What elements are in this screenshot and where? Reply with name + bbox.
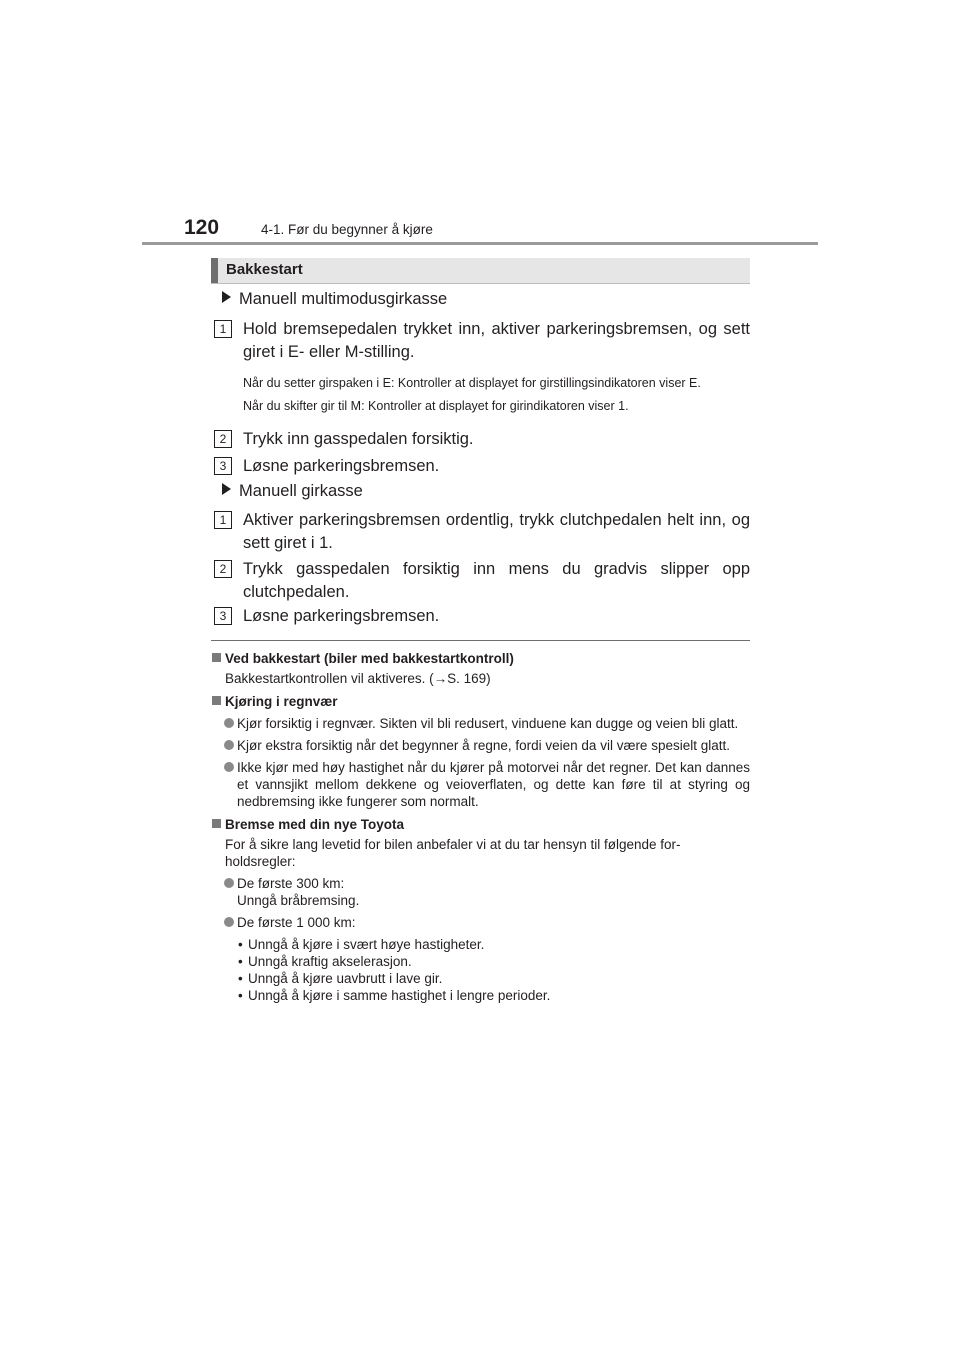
bullet-item: Kjør ekstra forsiktig når det begynner å regne, fordi veien da vil være spesielt glatt. bbox=[212, 737, 750, 754]
sub-bullet-item: • Unngå å kjøre uavbrutt i lave gir. bbox=[238, 971, 443, 986]
circle-bullet-icon bbox=[224, 762, 234, 772]
step-note: Når du skifter gir til M: Kontroller at displayet for girindikatoren viser 1. bbox=[243, 399, 629, 413]
step-text: Trykk inn gasspedalen forsiktig. bbox=[243, 430, 474, 448]
square-bullet-icon bbox=[212, 696, 221, 705]
info-text: Bakkestartkontrollen vil aktiveres. (→S. 169) bbox=[225, 671, 491, 686]
step-number-box: 1 bbox=[214, 320, 232, 338]
step-number-box: 2 bbox=[214, 430, 232, 448]
circle-bullet-icon bbox=[224, 718, 234, 728]
step-text: Aktiver parkeringsbremsen ordentlig, trykk clutchpedalen helt inn, og sett giret i 1. bbox=[243, 511, 750, 552]
arrow-right-icon bbox=[222, 291, 231, 303]
arrow-right-icon bbox=[222, 483, 231, 495]
bullet-item: De første 1 000 km: bbox=[212, 914, 750, 931]
info-heading: Kjøring i regnvær bbox=[212, 693, 750, 710]
step-number-box: 2 bbox=[214, 560, 232, 578]
info-heading: Ved bakkestart (biler med bakkestartkontroll) bbox=[212, 650, 750, 667]
info-heading: Bremse med din nye Toyota bbox=[212, 816, 750, 833]
subheading-manual: Manuell girkasse bbox=[222, 482, 363, 501]
step-text: Trykk gasspedalen forsiktig inn mens du gradvis slipper opp clutchpedalen. bbox=[243, 560, 750, 601]
circle-bullet-icon bbox=[224, 740, 234, 750]
step-1 bbox=[214, 509, 750, 555]
header-rule bbox=[142, 242, 818, 245]
step-3 bbox=[214, 455, 750, 478]
circle-bullet-icon bbox=[224, 917, 234, 927]
step-2 bbox=[214, 428, 750, 451]
section-title: Bakkestart bbox=[226, 261, 303, 278]
step-text: Løsne parkeringsbremsen. bbox=[243, 607, 440, 625]
subheading-manual-multimode: Manuell multimodusgirkasse bbox=[222, 290, 447, 309]
step-2 bbox=[214, 558, 750, 604]
info-notes bbox=[212, 650, 750, 1004]
chapter-title: 4-1. Før du begynner å kjøre bbox=[261, 222, 433, 237]
sub-bullet-item: • Unngå å kjøre i samme hastighet i lengre perioder. bbox=[238, 988, 551, 1003]
step-number-box: 1 bbox=[214, 511, 232, 529]
step-number-box: 3 bbox=[214, 607, 232, 625]
section-tab bbox=[211, 258, 218, 283]
sub-bullet-list bbox=[212, 936, 750, 1004]
section-divider bbox=[211, 640, 750, 641]
section-header bbox=[211, 258, 750, 284]
bullet-item: Kjør forsiktig i regnvær. Sikten vil bli redusert, vinduene kan dugge og veien bli glatt. bbox=[212, 715, 750, 732]
square-bullet-icon bbox=[212, 819, 221, 828]
sub-bullet-item: • Unngå å kjøre i svært høye hastigheter. bbox=[238, 937, 485, 952]
step-1 bbox=[214, 318, 750, 415]
step-text: Løsne parkeringsbremsen. bbox=[243, 457, 440, 475]
step-3 bbox=[214, 605, 750, 628]
step-text: Hold bremsepedalen trykket inn, aktiver parkeringsbremsen, og sett giret i E- eller M-stilling. bbox=[243, 320, 750, 361]
sub-bullet-item: • Unngå kraftig akselerasjon. bbox=[238, 954, 412, 969]
step-number-box: 3 bbox=[214, 457, 232, 475]
page-number: 120 bbox=[184, 216, 220, 239]
step-note: Når du setter girspaken i E: Kontroller at displayet for girstillingsindikatoren viser E. bbox=[243, 376, 701, 390]
circle-bullet-icon bbox=[224, 878, 234, 888]
square-bullet-icon bbox=[212, 653, 221, 662]
info-text: For å sikre lang levetid for bilen anbefaler vi at du tar hensyn til følgende for-holdsregler: bbox=[225, 837, 681, 869]
bullet-item: Ikke kjør med høy hastighet når du kjører på motorvei når det regner. Det kan dannes et vannsjikt mellom dekkene og veioverflaten, og dette kan føre til at styring og nedbremsing ikke fungerer som normalt. bbox=[212, 759, 750, 810]
bullet-item: De første 300 km: Unngå bråbremsing. bbox=[212, 875, 750, 909]
